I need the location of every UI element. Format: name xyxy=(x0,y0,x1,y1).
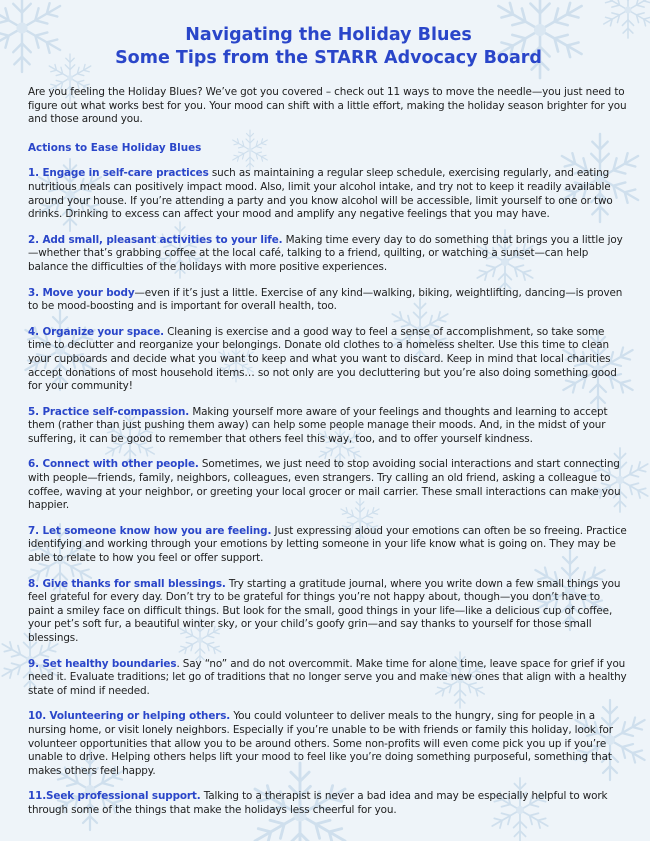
item-number: 5. xyxy=(28,405,43,418)
title-line-2: Some Tips from the STARR Advocacy Board xyxy=(115,48,542,68)
item-text: You could volunteer to deliver meals to the hungry, sing for people in a nursing home, or visit lonely neighbors. Especially if you’re unable to be with friends or family this holiday, look for volunteer opportunities that allow you to be around others. Some non-profits will even come pick you up if you’re unable to drive. Helping others helps lift your mood to feel like you’re doing something purposeful, something that makes others feel happy. xyxy=(28,710,613,777)
list-item xyxy=(28,458,629,512)
item-number: 7. xyxy=(28,524,43,537)
item-lead: Engage in self-care practices xyxy=(42,167,209,180)
item-lead: Organize your space. xyxy=(42,325,164,338)
item-lead: Connect with other people. xyxy=(42,458,199,471)
item-lead: Set healthy boundaries xyxy=(42,657,177,670)
item-lead: Add small, pleasant activities to your life. xyxy=(42,233,283,246)
list-item xyxy=(28,710,629,778)
item-text: such as maintaining a regular sleep schedule, exercising regularly, and eating nutritious meals can positively impact mood. Also, limit your alcohol intake, and try not to keep it readily available around your house. If you’re attending a party and you know alcohol will be accessible, limit yourself to one or two drinks. Drinking to excess can affect your mood and amplify any negative feelings that you may have. xyxy=(28,167,613,221)
item-lead: Volunteering or helping others. xyxy=(49,710,231,723)
item-lead: Seek professional support. xyxy=(46,790,201,803)
item-number: 11. xyxy=(28,790,47,803)
item-text: . Say “no” and do not overcommit. Make time for alone time, leave space for grief if you need it. Evaluate traditions; let go of traditions that no longer serve you and make new ones that align with a healthy state of mind if needed. xyxy=(28,657,627,697)
item-number: 2. xyxy=(28,233,43,246)
list-item xyxy=(28,790,629,817)
item-text: Try starting a gratitude journal, where you write down a few small things you feel grateful for every day. Don’t try to be grateful for things you’re not happy about, though—you don’t have to paint a smiley face on difficult things. But look for the small, good things in your life—like a delicious cup of coffee, your pet’s soft fur, a beautiful winter sky, or your child’s goofy grin—and say thanks to yourself for those small blessings. xyxy=(28,577,621,644)
item-lead: Let someone know how you are feeling. xyxy=(42,524,272,537)
item-text: —even if it’s just a little. Exercise of any kind—walking, biking, weightlifting, dancing—is proven to be mood-boosting and is important for overall health, too. xyxy=(28,286,623,313)
list-item xyxy=(28,167,629,221)
list-item xyxy=(28,326,629,394)
list-item xyxy=(28,234,629,275)
item-number: 4. xyxy=(28,325,43,338)
item-text: Just expressing aloud your emotions can often be so freeing. Practice identifying and working through your emotions by letting someone in your life know what is going on. They may be able to relate to how you feel or offer support. xyxy=(28,524,627,565)
item-text: Sometimes, we just need to stop avoiding social interactions and start connecting with people—friends, family, neighbors, colleagues, even strangers. Try calling an old friend, asking a colleague to coffee, waving at your neighbor, or greeting your local grocer or mail carrier. These small interactions can make you happier. xyxy=(28,458,621,512)
item-text: Cleaning is exercise and a good way to feel a sense of accomplishment, so take some time to declutter and reorganize your belongings. Donate old clothes to a homeless shelter. Use this time to clean your cupboards and decide what you want to keep and what you want to discard. Keep in mind that local charities accept donations of most household items… so not only are you decluttering but you’re also doing something good for your community! xyxy=(28,325,617,393)
list-item xyxy=(28,525,629,566)
item-text: Making yourself more aware of your feelings and thoughts and learning to accept them (rather than just pushing them away) can help some people manage their moods. And, in the midst of your suffering, it can be good to remember that others feel this way, too, and to offer yourself kindness. xyxy=(28,405,608,445)
item-number: 10. xyxy=(28,710,50,723)
item-number: 8. xyxy=(28,577,43,590)
list-item xyxy=(28,406,629,447)
item-lead: Move your body xyxy=(42,286,135,299)
item-number: 6. xyxy=(28,458,43,471)
intro-paragraph: Are you feeling the Holiday Blues? We’ve got you covered – check out 11 ways to move the needle—you just need to figure out what works best for you. Your mood can shift with a little effort, making the holiday season brighter for you and those around you. xyxy=(28,86,627,126)
item-text: Making time every day to do something that brings you a little joy—whether that’s grabbing coffee at the local café, talking to a friend, quilting, or watching a sunset—can help balance the difficulties of the holidays with more positive experiences. xyxy=(28,233,623,273)
item-lead: Give thanks for small blessings. xyxy=(42,577,226,590)
list-item xyxy=(28,287,629,314)
item-text: Talking to a therapist is never a bad idea and may be especially helpful to work through some of the things that make the holidays less cheerful for you. xyxy=(28,790,608,816)
item-number: 1. xyxy=(28,167,43,180)
page-title xyxy=(28,24,629,70)
item-lead: Practice self-compassion. xyxy=(42,405,190,418)
item-number: 3. xyxy=(28,286,43,299)
title-line-1: Navigating the Holiday Blues xyxy=(185,25,472,45)
list-item xyxy=(28,578,629,646)
list-item xyxy=(28,658,629,699)
tips-list xyxy=(28,167,629,817)
section-heading: Actions to Ease Holiday Blues xyxy=(28,141,202,154)
item-number: 9. xyxy=(28,657,43,670)
